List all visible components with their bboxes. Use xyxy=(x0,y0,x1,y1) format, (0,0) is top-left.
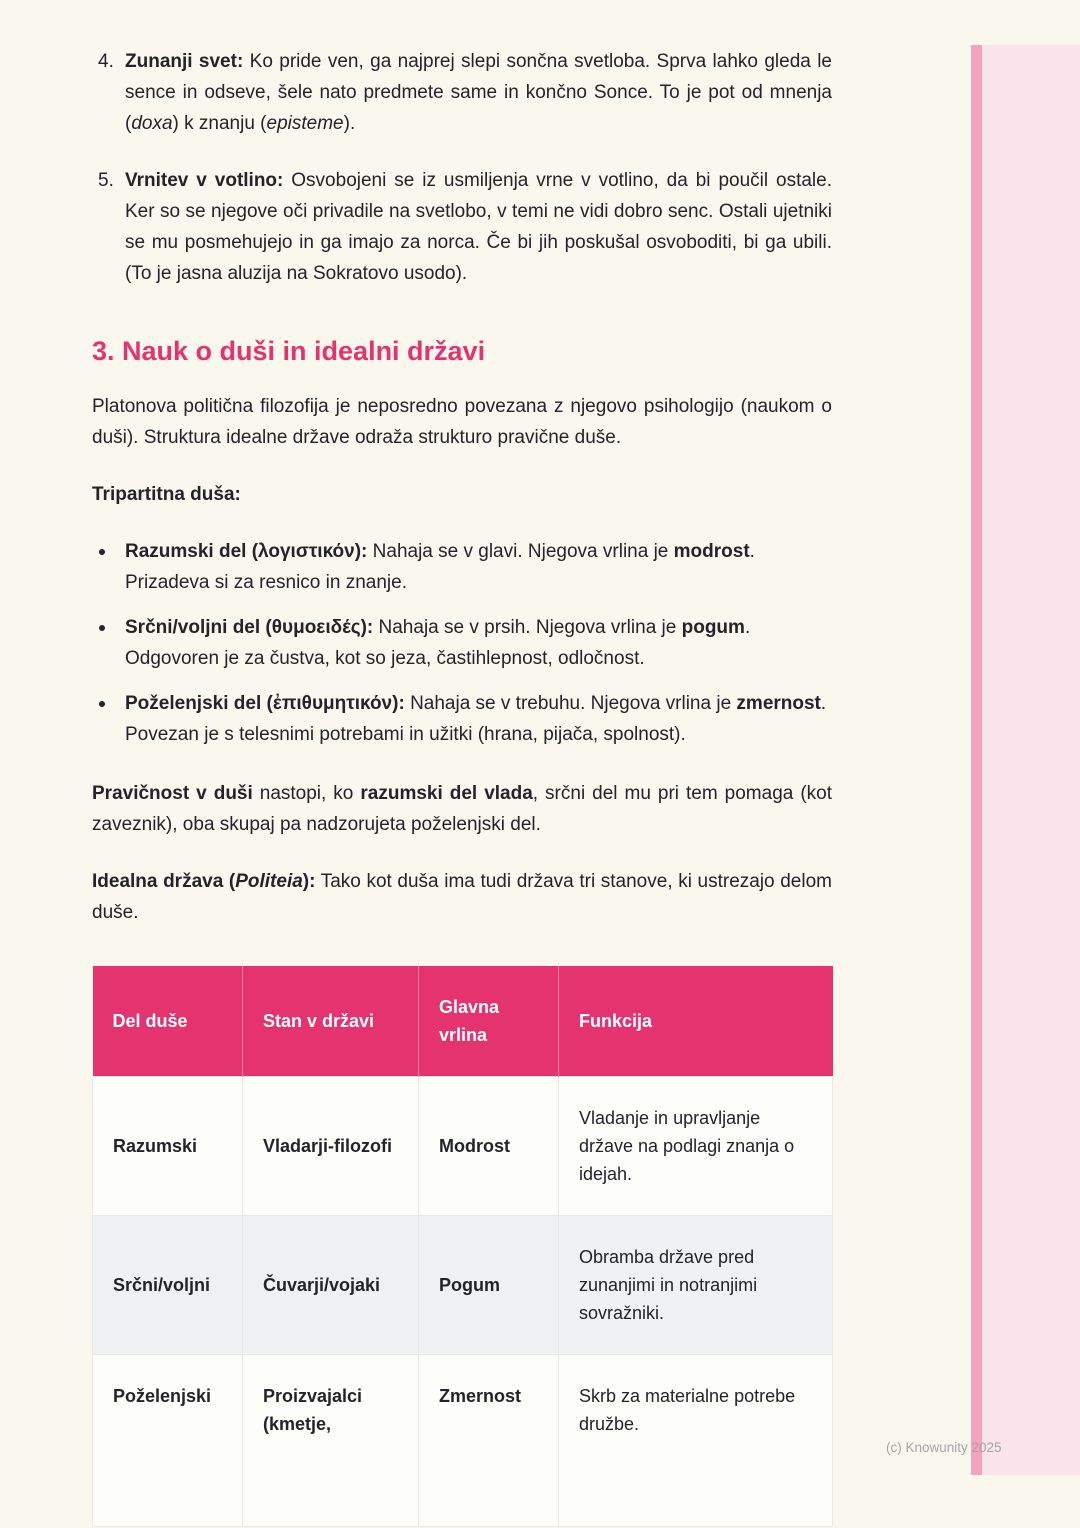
cell-soul-part: Razumski xyxy=(93,1077,243,1216)
cell-function: Obramba države pred zunanjimi in notranjimi sovražniki. xyxy=(559,1216,833,1355)
copyright-watermark: (c) Knowunity 2025 xyxy=(886,1440,1002,1455)
cell-state-class: Proizvajalci (kmetje, xyxy=(243,1355,419,1527)
list-item-text: Zunanji svet: Ko pride ven, ga najprej slepi sončna svetloba. Sprva lahko gleda le sence in odseve, šele nato predmete same in končno Sonce. To je pot od mnenja (doxa) k znanju (episteme). xyxy=(125,51,832,134)
paragraph-tripartite-label: Tripartitna duša: xyxy=(92,484,241,505)
bullet-spirited-part: Srčni/voljni del (θυμοειδές): Nahaja se v prsih. Njegova vrlina je pogum. Odgovoren je za čustva, kot so jeza, častihlepnost, odločnost. xyxy=(92,612,832,674)
list-item-number: 5. xyxy=(98,170,114,191)
list-item-number: 4. xyxy=(98,51,114,72)
header-stan-v-drzavi: Stan v državi xyxy=(243,966,419,1077)
list-item-return-to-cave xyxy=(92,165,832,289)
table-body xyxy=(93,1077,833,1527)
soul-parts-list xyxy=(92,536,832,750)
numbered-list xyxy=(92,46,832,289)
list-item-outer-world xyxy=(92,46,832,139)
soul-state-table xyxy=(92,966,833,1527)
table-header xyxy=(93,966,833,1077)
header-glavna-vrlina: Glavna vrlina xyxy=(419,966,559,1077)
paragraph-intro: Platonova politična filozofija je neposredno povezana z njegovo psihologijo (naukom o duši). Struktura idealne države odraža strukturo pravične duše. xyxy=(92,396,832,448)
bullet-appetitive-part: Poželenjski del (ἐπιθυμητικόν): Nahaja se v trebuhu. Njegova vrlina je zmernost. Povezan je s telesnimi potrebami in užitki (hrana, pijača, spolnost). xyxy=(92,688,832,750)
side-stripe xyxy=(971,45,982,1475)
cell-soul-part: Srčni/voljni xyxy=(93,1216,243,1355)
header-funkcija: Funkcija xyxy=(559,966,833,1077)
cell-state-class: Čuvarji/vojaki xyxy=(243,1216,419,1355)
document-content xyxy=(92,46,832,1527)
table-row-srcni xyxy=(93,1216,833,1355)
cell-virtue: Modrost xyxy=(419,1077,559,1216)
paragraph-ideal-state: Idealna država (Politeia): Tako kot duša ima tudi država tri stanove, ki ustrezajo delom duše. xyxy=(92,871,832,923)
section-heading: 3. Nauk o duši in idealni državi xyxy=(92,336,486,366)
cell-virtue: Zmernost xyxy=(419,1355,559,1527)
cell-soul-part: Poželenjski xyxy=(93,1355,243,1527)
list-item-text: Vrnitev v votlino: Osvobojeni se iz usmiljenja vrne v votlino, da bi poučil ostale. Ker so se njegove oči privadile na svetlobo, v temi ne vidi dobro senc. Ostali ujetniki se mu posmehujejo in ga imajo za norca. Če bi jih poskušal osvoboditi, bi ga ubili. (To je jasna aluzija na Sokratovo usodo). xyxy=(125,170,832,284)
table-row-razumski xyxy=(93,1077,833,1216)
bullet-rational-part: Razumski del (λογιστικόν): Nahaja se v glavi. Njegova vrlina je modrost. Prizadeva si za resnico in znanje. xyxy=(92,536,832,598)
cell-function: Vladanje in upravljanje države na podlagi znanja o idejah. xyxy=(559,1077,833,1216)
table-header-row xyxy=(93,966,833,1077)
cell-virtue: Pogum xyxy=(419,1216,559,1355)
side-panel xyxy=(982,45,1080,1475)
header-del-duse: Del duše xyxy=(93,966,243,1077)
table-row-pozelenjski xyxy=(93,1355,833,1527)
paragraph-justice: Pravičnost v duši nastopi, ko razumski del vlada, srčni del mu pri tem pomaga (kot zaveznik), oba skupaj pa nadzorujeta poželenjski del. xyxy=(92,783,833,835)
cell-state-class: Vladarji-filozofi xyxy=(243,1077,419,1216)
cell-function: Skrb za materialne potrebe družbe. xyxy=(559,1355,833,1527)
